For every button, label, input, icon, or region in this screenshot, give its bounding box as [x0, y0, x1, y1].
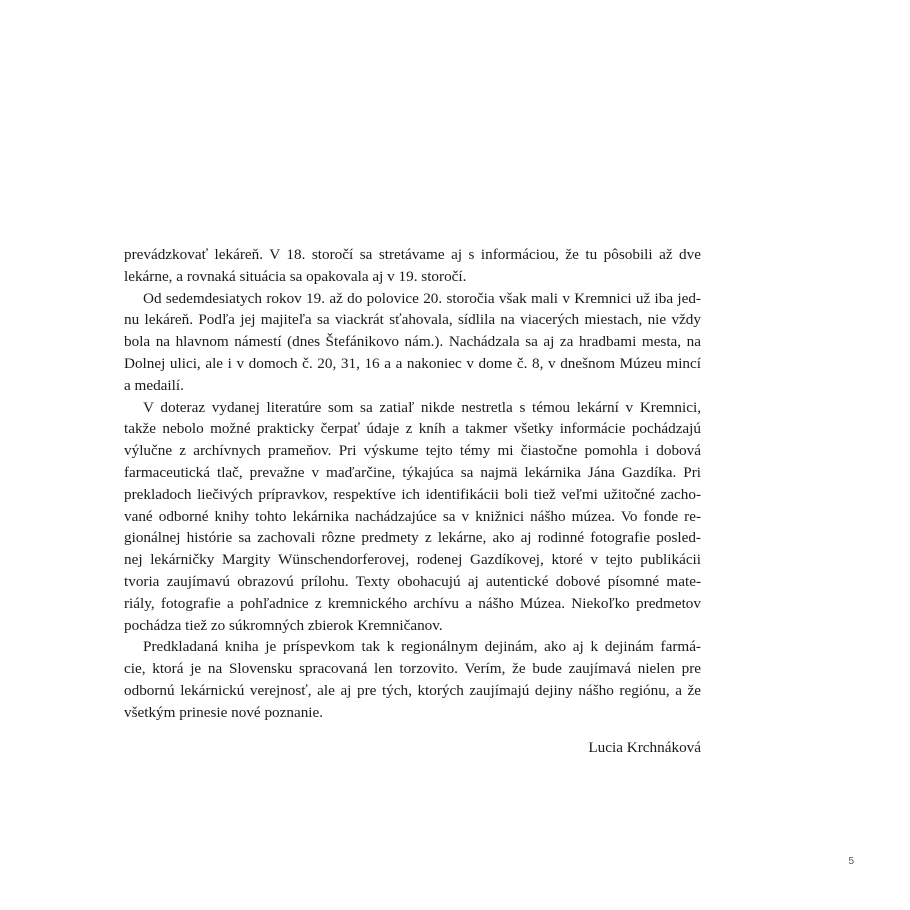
page-number: 5	[848, 856, 854, 867]
text-line: bola na hlavnom námestí (dnes Štefánikovo nám.). Nachádzala sa aj za hradbami mesta, na	[124, 333, 701, 351]
text-line: Predkladaná kniha je príspevkom tak k regionálnym dejinám, ako aj k dejinám farmá-	[143, 638, 701, 656]
text-line: takže nebolo možné prakticky čerpať údaje z kníh a takmer všetky informácie pochádzajú	[124, 420, 701, 438]
text-line: prekladoch liečivých prípravkov, respektíve ich identifikácii boli tiež veľmi užitočné zacho-	[124, 485, 701, 503]
text-line: vané odborné knihy tohto lekárnika nachádzajúce sa v knižnici nášho múzea. Vo fonde re-	[124, 507, 701, 525]
text-line: nu lekáreň. Podľa jej majiteľa sa viackrát sťahovala, sídlila na viacerých miestach, nie vždy	[124, 311, 701, 329]
text-line: cie, ktorá je na Slovensku spracovaná len torzovito. Verím, že bude zaujímavá nielen pre	[124, 660, 701, 678]
text-line: Od sedemdesiatych rokov 19. až do polovice 20. storočia však mali v Kremnici už iba jed-	[143, 289, 701, 307]
text-line: Dolnej ulici, ale i v domoch č. 20, 31, 16 a a nakoniec v dome č. 8, v dnešnom Múzeu mincí	[124, 354, 701, 372]
text-line: a medailí.	[124, 376, 184, 394]
text-line: všetkým prinesie nové poznanie.	[124, 703, 324, 721]
text-line: riály, fotografie a pohľadnice z kremnického archívu a nášho Múzea. Niekoľko predmetov	[124, 594, 701, 612]
author-signature: Lucia Krchnáková	[588, 739, 701, 756]
text-line: odbornú lekárnickú verejnosť, ale aj pre tých, ktorých zaujímajú dejiny nášho regiónu, a že	[124, 681, 701, 699]
paragraph	[124, 288, 701, 397]
text-line: tvoria zaujímavú obrazovú prílohu. Texty obohacujú aj autentické dobové písomné mate-	[124, 572, 701, 590]
paragraph	[124, 397, 701, 637]
paragraph	[124, 244, 701, 288]
body-text	[124, 244, 701, 724]
text-line: výlučne z archívnych prameňov. Pri výskume tejto témy mi čiastočne pomohla i dobová	[124, 442, 701, 460]
paragraph	[124, 636, 701, 723]
text-line: gionálnej histórie sa zachovali rôzne predmety z lekárne, ako aj rodinné fotografie posled-	[124, 529, 701, 547]
text-line: pochádza tiež zo súkromných zbierok Kremničanov.	[124, 616, 443, 634]
text-line: nej lekárničky Margity Wünschendorferovej, rodenej Gazdíkovej, ktoré v tejto publikácii	[124, 551, 701, 569]
text-line: lekárne, a rovnaká situácia sa opakovala aj v 19. storočí.	[124, 267, 467, 285]
text-line: prevádzkovať lekáreň. V 18. storočí sa stretávame aj s informáciou, že tu pôsobili až dve	[124, 246, 701, 263]
text-line: farmaceutická tlač, prevažne v maďarčine, týkajúca sa najmä lekárnika Jána Gazdíka. Pri	[124, 463, 701, 481]
text-line: V doteraz vydanej literatúre som sa zatiaľ nikde nestretla s témou lekární v Kremnici,	[143, 398, 701, 416]
